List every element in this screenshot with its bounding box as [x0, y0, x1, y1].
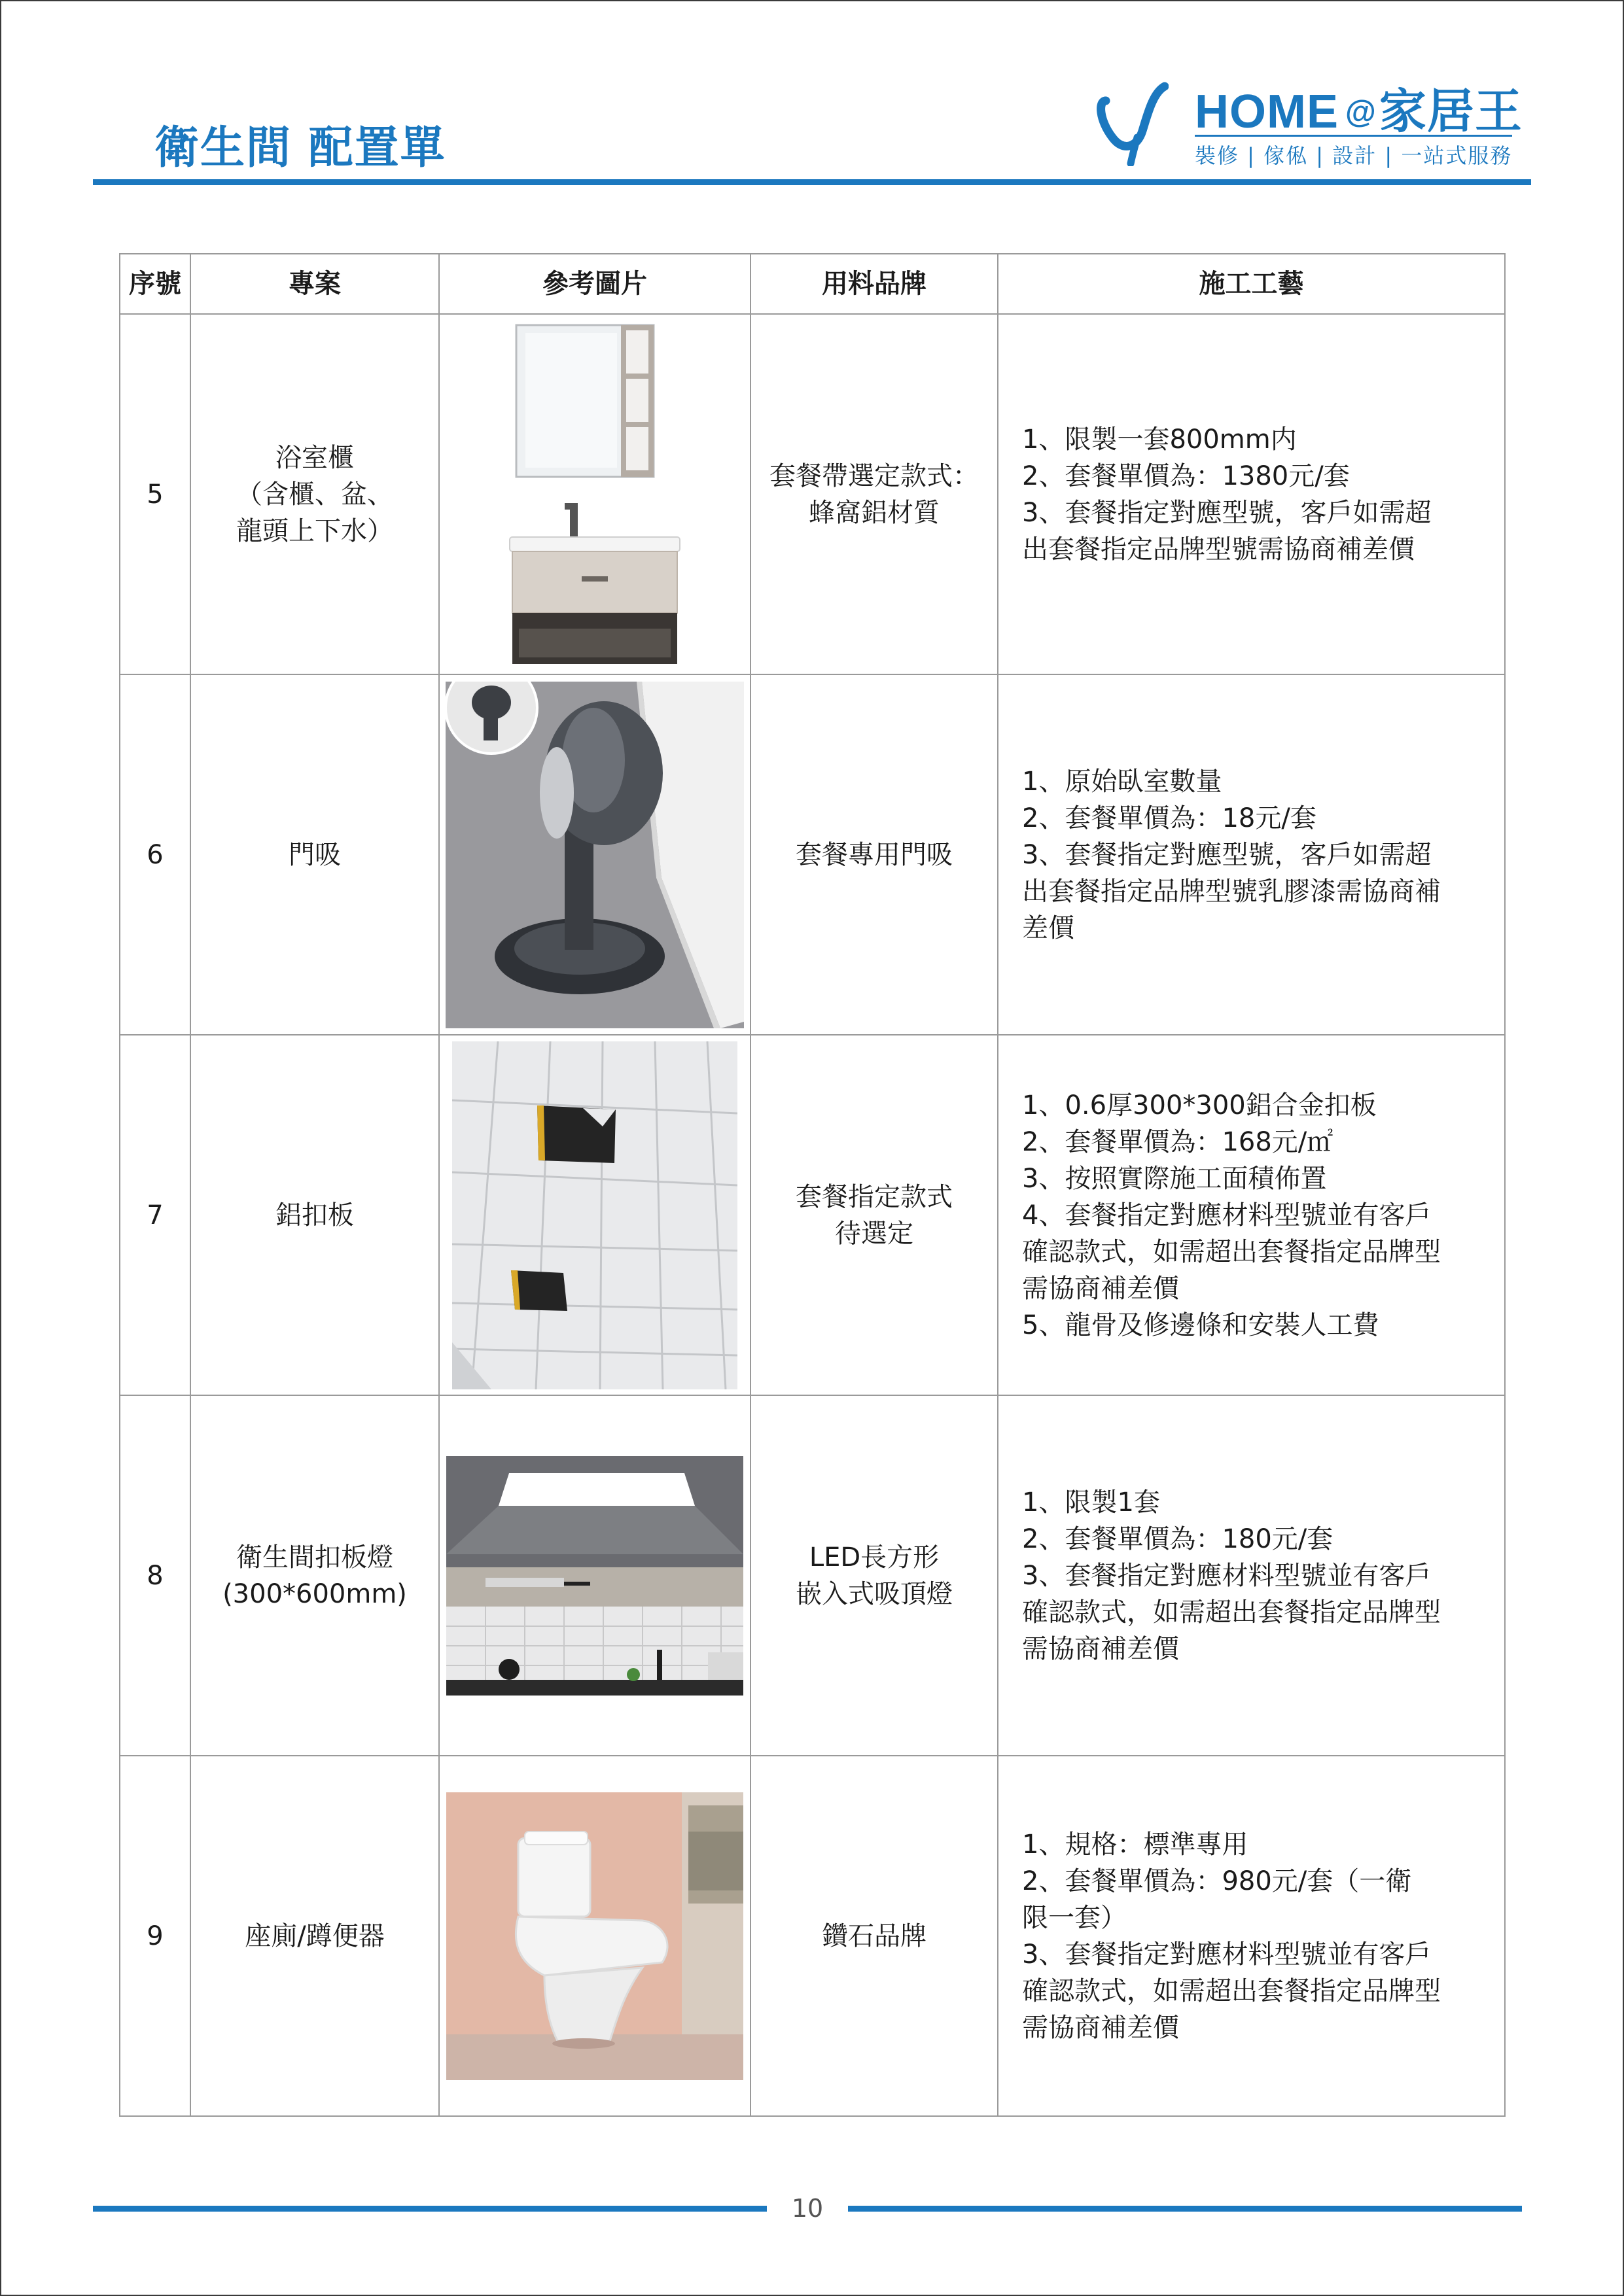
footer-divider-right	[848, 2206, 1522, 2212]
column-header: 參考圖片	[439, 254, 750, 314]
construction-craft	[998, 674, 1505, 1035]
brand-line: 套餐帶選定款式：	[769, 461, 979, 491]
row-number: 7	[120, 1035, 190, 1395]
row-number: 9	[120, 1756, 190, 2116]
craft-line: 確認款式，如需超出套餐指定品牌型	[1022, 1597, 1441, 1627]
logo-wordmark	[1195, 73, 1523, 141]
craft-line: 需協商補差價	[1022, 1633, 1179, 1664]
craft-line: 2、套餐單價為：980元/套（一衛	[1022, 1866, 1412, 1896]
craft-line: 4、套餐指定對應材料型號並有客戶	[1022, 1200, 1432, 1230]
item-line: 浴室櫃	[275, 442, 354, 473]
brand-line: 待選定	[835, 1218, 913, 1249]
reference-image-cell	[439, 314, 750, 674]
door-stopper-photo	[446, 682, 744, 1028]
craft-line: 2、套餐單價為：180元/套	[1022, 1523, 1333, 1554]
footer-divider-left	[93, 2206, 767, 2212]
craft-line: 需協商補差價	[1022, 1273, 1179, 1304]
page-title: 衛生間 配置單	[154, 122, 446, 174]
craft-line: 1、原始臥室數量	[1022, 766, 1222, 797]
brand-line: 套餐專用門吸	[796, 839, 953, 870]
construction-craft	[998, 1756, 1505, 2116]
reference-image-cell	[439, 1756, 750, 2116]
item-line: 門吸	[289, 839, 341, 870]
aluminum-ceiling-photo	[452, 1041, 737, 1389]
logo-brand-text: 家居王	[1379, 86, 1523, 138]
craft-line: 2、套餐單價為：18元/套	[1022, 803, 1316, 833]
craft-line: 需協商補差價	[1022, 2012, 1179, 2043]
reference-image-cell	[439, 674, 750, 1035]
table-row	[120, 1035, 1505, 1395]
item-name	[190, 1035, 439, 1395]
logo-tagline: 裝修 | 傢俬 | 設計 | 一站式服務	[1195, 135, 1512, 169]
brand-line: 嵌入式吸頂燈	[796, 1578, 953, 1609]
column-header: 用料品牌	[750, 254, 998, 314]
item-name	[190, 1756, 439, 2116]
column-header: 施工工藝	[998, 254, 1505, 314]
table-row	[120, 674, 1505, 1035]
table-row	[120, 1395, 1505, 1756]
logo-swoosh-icon	[1097, 75, 1169, 166]
table-header-row	[120, 254, 1505, 314]
craft-line: 3、套餐指定對應型號，客戶如需超	[1022, 839, 1432, 870]
material-brand	[750, 314, 998, 674]
material-brand	[750, 1035, 998, 1395]
row-number: 5	[120, 314, 190, 674]
row-number: 6	[120, 674, 190, 1035]
row-number: 8	[120, 1395, 190, 1756]
item-name	[190, 1395, 439, 1756]
craft-line: 2、套餐單價為：1380元/套	[1022, 461, 1350, 491]
column-header: 專案	[190, 254, 439, 314]
configuration-table	[119, 253, 1506, 2117]
craft-line: 3、套餐指定對應型號，客戶如需超	[1022, 497, 1432, 528]
craft-line: 確認款式，如需超出套餐指定品牌型	[1022, 1236, 1441, 1267]
led-ceiling-light-photo	[446, 1456, 743, 1696]
craft-line: 3、按照實際施工面積佈置	[1022, 1163, 1327, 1194]
item-line: 龍頭上下水）	[236, 515, 393, 546]
reference-image-cell	[439, 1395, 750, 1756]
craft-line: 限一套）	[1022, 1902, 1127, 1933]
brand-line: 套餐指定款式	[796, 1181, 953, 1212]
logo-home-text: HOME	[1195, 86, 1339, 138]
item-line: 衛生間扣板燈	[236, 1542, 393, 1573]
craft-line: 3、套餐指定對應材料型號並有客戶	[1022, 1560, 1432, 1591]
brand-line: 鑽石品牌	[822, 1921, 927, 1951]
craft-line: 1、規格：標準專用	[1022, 1829, 1248, 1860]
table-row	[120, 314, 1505, 674]
craft-line: 1、限製一套800mm内	[1022, 424, 1297, 455]
item-name	[190, 314, 439, 674]
craft-line: 出套餐指定品牌型號乳膠漆需協商補	[1022, 876, 1441, 907]
bathroom-cabinet-photo	[497, 321, 693, 668]
page-number: 10	[791, 2194, 824, 2223]
header-divider	[93, 179, 1531, 185]
item-name	[190, 674, 439, 1035]
material-brand	[750, 674, 998, 1035]
brand-line: LED長方形	[809, 1542, 940, 1573]
item-line: 座廁/蹲便器	[245, 1921, 385, 1951]
craft-line: 2、套餐單價為：168元/㎡	[1022, 1126, 1333, 1157]
column-header: 序號	[120, 254, 190, 314]
item-line: （含櫃、盆、	[236, 479, 393, 510]
logo-at-symbol: @	[1345, 95, 1377, 130]
item-line: 鋁扣板	[275, 1200, 354, 1230]
construction-craft	[998, 314, 1505, 674]
reference-image-cell	[439, 1035, 750, 1395]
construction-craft	[998, 1395, 1505, 1756]
construction-craft	[998, 1035, 1505, 1395]
material-brand	[750, 1756, 998, 2116]
material-brand	[750, 1395, 998, 1756]
craft-line: 1、限製1套	[1022, 1487, 1160, 1518]
company-logo	[1097, 71, 1542, 169]
table-row	[120, 1756, 1505, 2116]
craft-line: 5、龍骨及修邊條和安裝人工費	[1022, 1310, 1379, 1340]
craft-line: 3、套餐指定對應材料型號並有客戶	[1022, 1939, 1432, 1970]
craft-line: 1、0.6厚300*300鋁合金扣板	[1022, 1090, 1377, 1121]
item-line: (300*600mm)	[222, 1578, 407, 1609]
craft-line: 差價	[1022, 913, 1074, 943]
craft-line: 出套餐指定品牌型號需協商補差價	[1022, 534, 1415, 565]
brand-line: 蜂窩鋁材質	[809, 497, 940, 528]
toilet-photo	[446, 1792, 743, 2080]
craft-line: 確認款式，如需超出套餐指定品牌型	[1022, 1975, 1441, 2006]
